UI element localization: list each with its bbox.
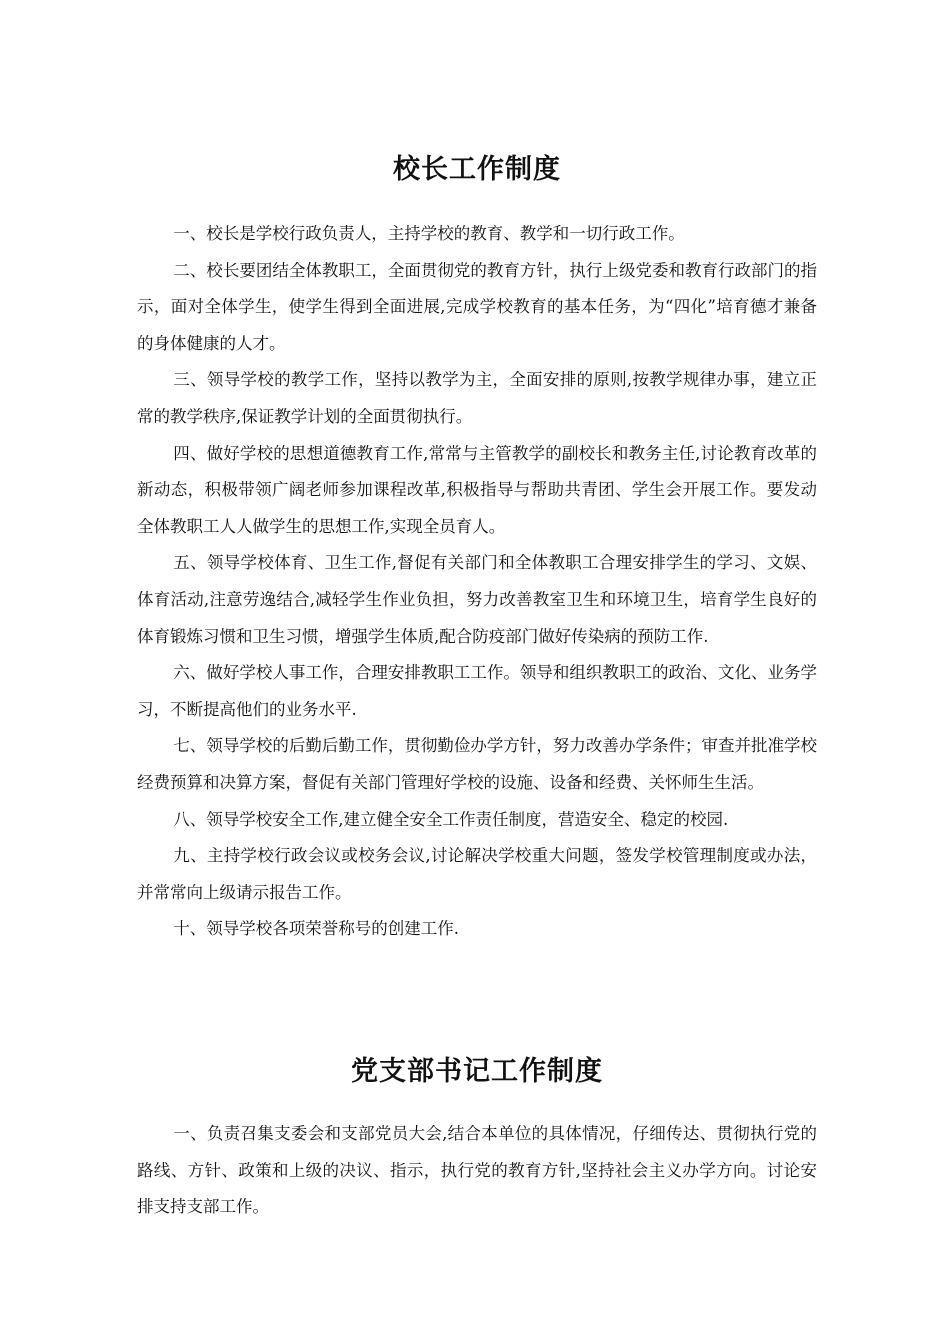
section-party-secretary-rules [137, 1052, 817, 1226]
paragraph: 一、负责召集支委会和支部党员大会,结合本单位的具体情况，仔细传达、贯彻执行党的路线、方针、政策和上级的决议、指示，执行党的教育方针,坚持社会主义办学方向。讨论安排支持支部工作。 [137, 1124, 817, 1217]
section-title: 党支部书记工作制度 [351, 1056, 603, 1087]
paragraph: 六、做好学校人事工作，合理安排教职工工作。领导和组织教职工的政治、文化、业务学习，不断提高他们的业务水平. [137, 663, 817, 719]
section-title: 校长工作制度 [393, 154, 561, 185]
paragraph: 五、领导学校体育、卫生工作,督促有关部门和全体教职工合理安排学生的学习、文娱、体育活动,注意劳逸结合,减轻学生作业负担，努力改善教室卫生和环境卫生，培育学生良好的体育锻炼习惯和卫生习惯，增强学生体质,配合防疫部门做好传染病的预防工作. [137, 553, 817, 646]
paragraph: 三、领导学校的教学工作，坚持以教学为主，全面安排的原则,按教学规律办事，建立正常的教学秩序,保证教学计划的全面贯彻执行。 [137, 370, 817, 426]
section-principal-rules [137, 150, 817, 948]
paragraph: 十、领导学校各项荣誉称号的创建工作. [173, 919, 460, 939]
paragraph: 七、领导学校的后勤后勤工作，贯彻勤俭办学方针，努力改善办学条件；审查并批准学校经费预算和决算方案，督促有关部门管理好学校的设施、设备和经费、关怀师生生活。 [137, 736, 817, 792]
paragraph: 八、领导学校安全工作,建立健全安全工作责任制度，营造安全、稳定的校园. [173, 809, 729, 829]
paragraph: 九、主持学校行政会议或校务会议,讨论解决学校重大问题，签发学校管理制度或办法，并常常向上级请示报告工作。 [137, 846, 817, 902]
paragraph: 四、做好学校的思想道德教育工作,常常与主管教学的副校长和教务主任,讨论教育改革的新动态，积极带领广阔老师参加课程改革,积极指导与帮助共青团、学生会开展工作。要发动全体教职工人人做学生的思想工作,实现全员育人。 [137, 443, 817, 536]
paragraph: 二、校长要团结全体教职工，全面贯彻党的教育方针，执行上级党委和教育行政部门的指示，面对全体学生，使学生得到全面进展,完成学校教育的基本任务，为“四化”培育德才兼备的身体健康的人才。 [137, 260, 817, 353]
paragraph: 一、校长是学校行政负责人，主持学校的教育、教学和一切行政工作。 [173, 224, 685, 243]
